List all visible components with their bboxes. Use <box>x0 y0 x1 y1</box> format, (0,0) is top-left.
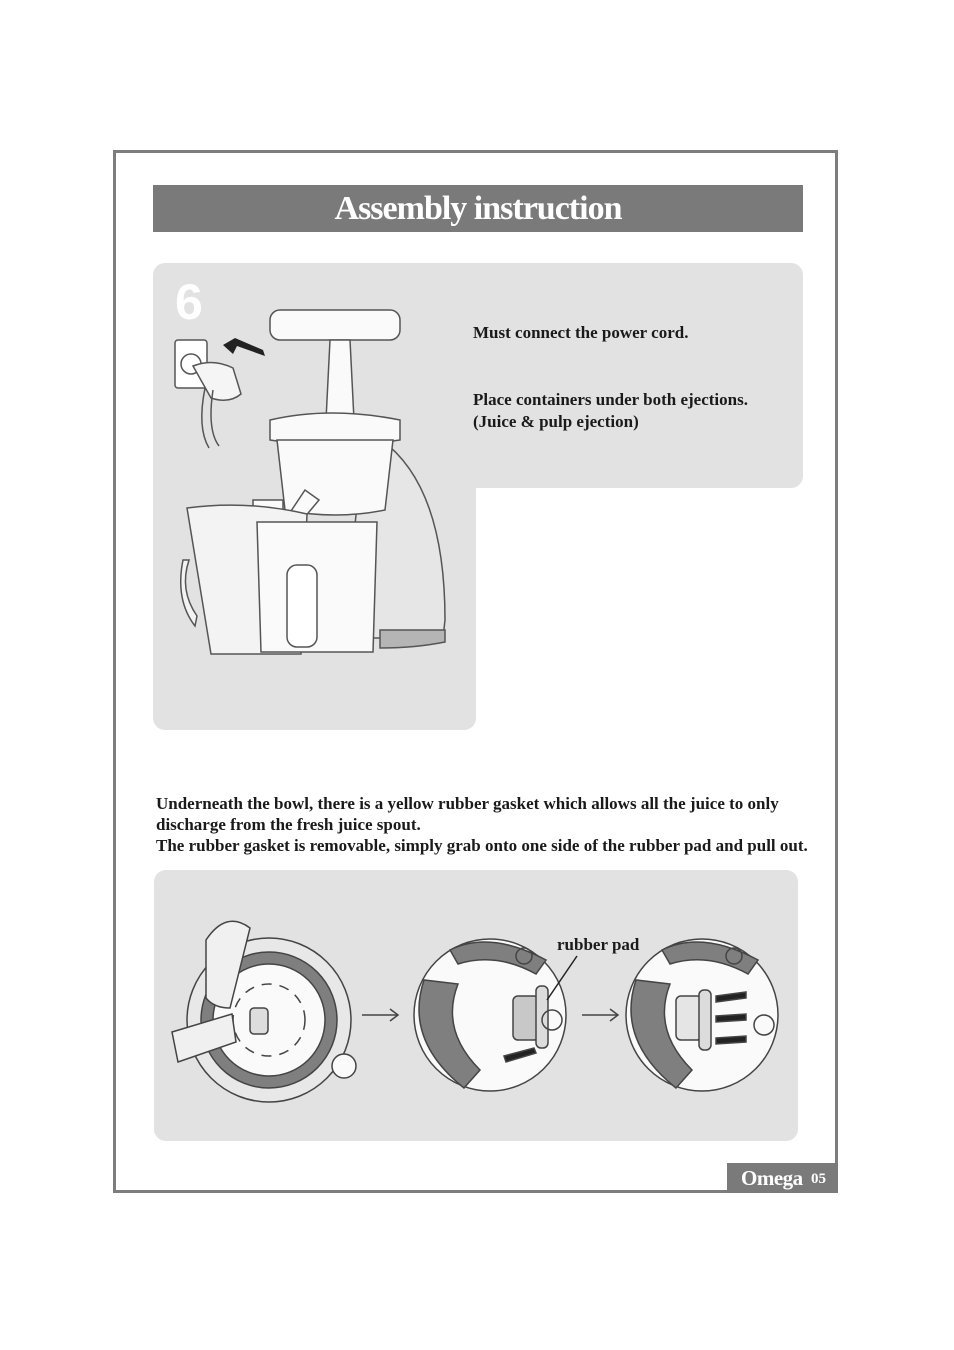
note-containers <box>473 389 748 433</box>
bowl-underside <box>172 921 356 1102</box>
page-title: Assembly instruction <box>153 185 803 232</box>
arrow-right-icon <box>716 1014 746 1022</box>
arrow-right-icon <box>582 1009 618 1021</box>
zoom-view-gasket <box>414 939 577 1091</box>
rubber-pad-callout: rubber pad <box>557 935 640 954</box>
juicer-illustration <box>165 300 465 670</box>
note-containers-detail: (Juice & pulp ejection) <box>473 412 639 431</box>
gasket-description <box>156 793 816 856</box>
description-line: Underneath the bowl, there is a yellow rubber gasket which allows all the juice to only discharge from the fresh juice spout. <box>156 794 779 834</box>
juice-containers <box>181 505 377 654</box>
brand-name: Omega <box>741 1166 803 1190</box>
note-power-cord: Must connect the power cord. <box>473 323 689 342</box>
step-number: 6 <box>175 274 203 330</box>
description-line: The rubber gasket is removable, simply grab onto one side of the rubber pad and pull out. <box>156 836 808 855</box>
zoom-view-gasket-removed <box>626 939 778 1091</box>
arrow-icon <box>223 338 265 356</box>
arrow-right-icon <box>716 1036 746 1044</box>
page-number: 05 <box>811 1171 826 1187</box>
footer-tab <box>727 1163 838 1193</box>
gasket-removal-illustration <box>154 870 798 1141</box>
power-socket-icon <box>175 340 241 448</box>
note-containers-line: Place containers under both ejections. <box>473 390 748 409</box>
arrow-right-icon <box>362 1009 398 1021</box>
